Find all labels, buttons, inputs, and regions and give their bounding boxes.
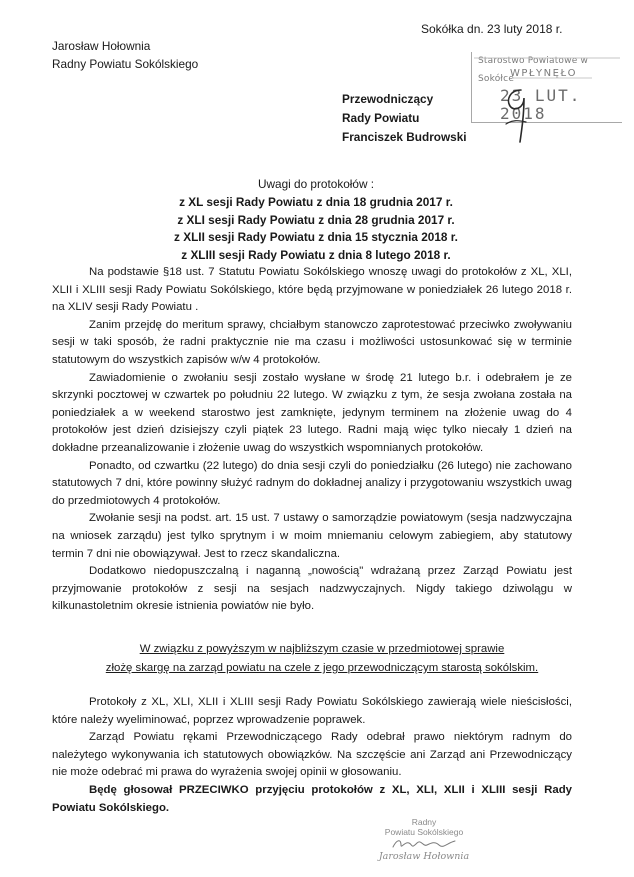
paragraph: Ponadto, od czwartku (22 lutego) do dnia sesji czyli do poniedziałku (26 lutego) nie zachowano statutowych 7 dni, które powinny służyć radnym do dokładnej analizy i przygotowaniu wszystkich uwag do przedmiotowych 4 protokołów. <box>52 459 572 507</box>
stamp-scratch-marks <box>472 52 622 122</box>
paragraph: Zarząd Powiatu rękami Przewodniczącego Rady odebrał prawo niektórym radnym do należytego wykonywania ich statutowych obowiązków. Na szczęście ani Zarząd ani Przewodniczący nie może odebrać mi prawa do wyrażenia swojej opinii w głosowaniu. <box>52 731 572 779</box>
title-heading: Uwagi do protokołów : <box>257 177 375 191</box>
complaint-line: złożę skargę na zarząd powiatu na czele z jego przewodniczącym starostą sokólskim. <box>105 662 539 674</box>
recipient-council: Rady Powiatu <box>342 111 420 125</box>
paragraph: Na podstawie §18 ust. 7 Statutu Powiatu Sokólskiego wnoszę uwagi do protokołów z XL, XLI, XLII i XLIII sesji Rady Powiatu Sokólskiego, które będą przyjmowane w poniedziałek 26 lutego 2018 r. na XLIV sesji Rady Powiatu . <box>52 266 572 314</box>
paragraph: Zawiadomienie o zwołaniu sesji zostało wysłane w środę 21 lutego b.r. i odebrałem je ze skrzynki pocztowej w czwartek po południu 22 lutego. W związku z tym, że sesja zwołana została na poniedziałek a w weekend starostwo jest zamknięte, jedynym terminem na złożenie uwag do 4 protokołów jest dzień dzisiejszy czyli piątek 23 lutego. Radni mają więc tylko niecały 1 dzień na dokładne przeanalizowanie i złożenie uwag do wszystkich wspomnianych protokołów. <box>52 371 572 454</box>
closing-text <box>52 694 572 817</box>
recipient-title: Przewodniczący <box>342 92 434 106</box>
paragraph: Protokoły z XL, XLI, XLII i XLIII sesji Rady Powiatu Sokólskiego zawierają wiele nieścisłości, które należy wyeliminować, poprzez wprowadzenie poprawek. <box>52 696 572 726</box>
sender-name: Jarosław Hołownia <box>52 39 151 53</box>
paragraph: Zanim przejdę do meritum sprawy, chciałbym stanowczo zaprotestować przeciwko zwoływaniu sesji w taki sposób, że radni praktycznie nie ma czasu i możliwości ustosunkować się w terminie statutowym do wszystkich zapisów w/w 4 protokołów. <box>52 318 572 366</box>
title-item: z XLII sesji Rady Powiatu z dnia 15 stycznia 2018 r. <box>174 230 458 245</box>
title-item: z XLIII sesji Rady Powiatu z dnia 8 lutego 2018 r. <box>181 248 451 263</box>
document-date: Sokółka dn. 23 luty 2018 r. <box>421 22 563 36</box>
stamp-received-label: WPŁYNĘŁO <box>510 68 577 79</box>
stamp-office: Starostwo Powiatowe w Sokółce <box>478 56 589 84</box>
title-item: z XL sesji Rady Powiatu z dnia 18 grudnia 2017 r. <box>179 194 453 209</box>
handwritten-signature-icon <box>389 837 459 851</box>
paragraph: Zwołanie sesji na podst. art. 15 ust. 7 ustawy o samorządzie powiatowym (sesja nadzwyczajna na wniosek zarządu) jest tylko sprytnym i w moim mniemaniu celowym zabiegiem, aby statutowy termin 7 dni nie obowiązywał. Jest to rzecz skandaliczna. <box>52 512 572 560</box>
received-stamp <box>471 52 622 123</box>
paragraph: Dodatkowo niedopuszczalną i naganną „nowością" wdrażaną przez Zarząd Powiatu jest przyjmowanie protokołów z sesji na sesjach nadzwyczajnych. Nigdy takiego dziwolągu w kilkunastoletnim okresie istnienia powiatów nie było. <box>52 565 572 613</box>
signature-stamp <box>364 817 484 863</box>
recipient-name: Franciszek Budrowski <box>342 130 467 144</box>
title-item: z XLI sesji Rady Powiatu z dnia 28 grudnia 2017 r. <box>177 212 455 227</box>
sender-role: Radny Powiatu Sokólskiego <box>52 57 199 71</box>
complaint-notice <box>72 640 572 678</box>
complaint-line: W związku z powyższym w najbliższym czasie w przedmiotowej sprawie <box>139 643 505 655</box>
body-text <box>52 264 572 616</box>
stamp-date: 23 LUT. 2018 <box>500 86 582 123</box>
handwritten-paraph-icon <box>496 84 536 146</box>
signature-county: Powiatu Sokólskiego <box>384 827 464 837</box>
vote-statement: Będę głosował PRZECIWKO przyjęciu protokołów z XL, XLI, XLII i XLIII sesji Rady Powiatu Sokólskiego. <box>52 783 572 814</box>
recipient-block <box>342 90 467 147</box>
signature-role: Radny <box>411 817 437 827</box>
document-title <box>100 176 532 265</box>
sender-block <box>52 37 198 73</box>
signature-name: Jarosław Hołownia <box>378 851 470 862</box>
